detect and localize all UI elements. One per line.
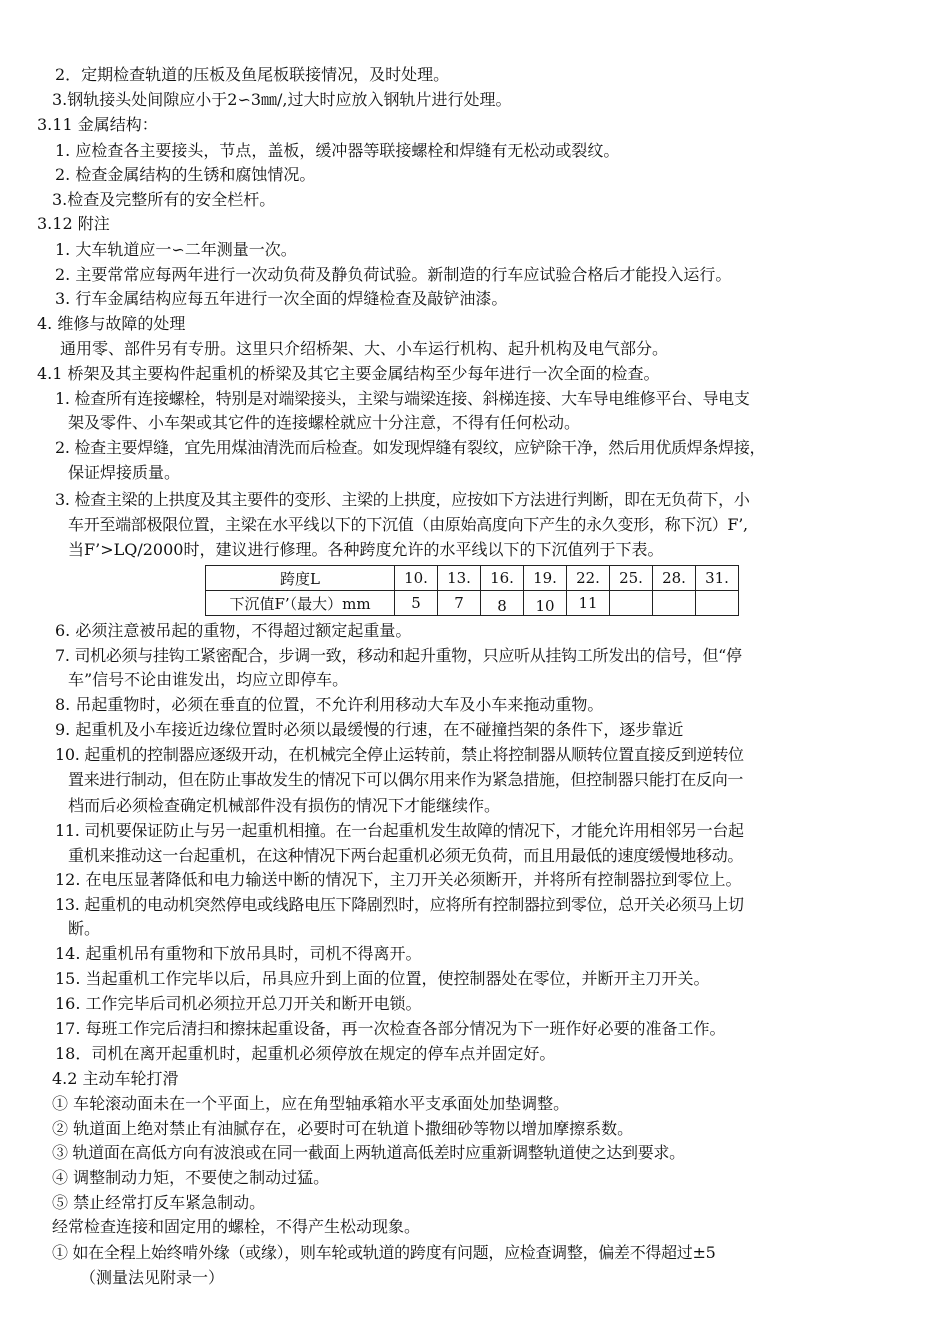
table-cell: 19. xyxy=(524,566,567,591)
text-line: 保证焊接质量。 xyxy=(68,463,181,482)
table-cell: 5 xyxy=(395,591,438,616)
table-cell: 13. xyxy=(438,566,481,591)
text-line: 3.检查及完整所有的安全栏杆。 xyxy=(52,190,276,209)
text-line: 18．司机在离开起重机时，起重机必须停放在规定的停车点并固定好。 xyxy=(55,1044,556,1063)
text-line: 车”信号不论由谁发出，均应立即停车。 xyxy=(68,670,349,689)
text-line: ④ 调整制动力矩，不要使之制动过猛。 xyxy=(52,1168,330,1187)
text-line: 经常检查连接和固定用的螺栓，不得产生松动现象。 xyxy=(52,1217,421,1236)
section-heading: 3.11 金属结构： xyxy=(37,115,158,134)
table-cell: 22. xyxy=(567,566,610,591)
text-line: 架及零件、小车架或其它件的连接螺栓就应十分注意，不得有任何松动。 xyxy=(68,413,581,432)
text-line: ③ 轨道面在高低方向有波浪或在同一截面上两轨道高低差时应重新调整轨道使之达到要求。 xyxy=(52,1143,685,1162)
table-cell: 25. xyxy=(610,566,653,591)
section-heading: 3.12 附注 xyxy=(37,214,110,233)
text-line: 通用零、部件另有专册。这里只介绍桥架、大、小车运行机构、起升机构及电气部分。 xyxy=(60,339,669,358)
text-line: ① 车轮滚动面未在一个平面上，应在角型轴承箱水平支承面处加垫调整。 xyxy=(52,1094,570,1113)
text-line: 断。 xyxy=(68,919,101,938)
table-cell: 16. xyxy=(481,566,524,591)
text-line: 1. 检查所有连接螺栓，特别是对端梁接头，主梁与端梁连接、斜梯连接、大车导电维修平台、导电支 xyxy=(55,389,750,408)
text-line: 档而后必须检查确定机械部件没有损伤的情况下才能继续作。 xyxy=(68,796,501,815)
table-cell: 31. xyxy=(696,566,739,591)
table-cell xyxy=(610,591,653,616)
deflection-table xyxy=(205,565,739,616)
table-header-cell: 跨度L xyxy=(206,566,395,591)
text-line: 2．定期检查轨道的压板及鱼尾板联接情况，及时处理。 xyxy=(55,65,450,84)
text-line: 3. 检查主梁的上拱度及其主要件的变形、主梁的上拱度，应按如下方法进行判断，即在无负荷下，小 xyxy=(55,490,750,509)
text-line: 16. 工作完毕后司机必须拉开总刀开关和断开电锁。 xyxy=(55,994,422,1013)
text-line: 3.钢轨接头处间隙应小于2∽3㎜/,过大时应放入钢轨片进行处理。 xyxy=(52,90,512,109)
text-line: 7. 司机必须与挂钩工紧密配合，步调一致，移动和起升重物，只应听从挂钩工所发出的信号，但“停 xyxy=(55,646,742,665)
text-line: 9. 起重机及小车接近边缘位置时必须以最缓慢的行速，在不碰撞挡架的条件下，逐步靠近 xyxy=(55,720,684,739)
section-heading: 4.2 主动车轮打滑 xyxy=(52,1069,179,1088)
table-cell xyxy=(653,591,696,616)
text-line: 13. 起重机的电动机突然停电或线路电压下降剧烈时，应将所有控制器拉到零位，总开关必须马上切 xyxy=(55,895,744,914)
text-line: 17. 每班工作完后清扫和擦抹起重设备，再一次检查各部分情况为下一班作好必要的准备工作。 xyxy=(55,1019,726,1038)
text-line: 15. 当起重机工作完毕以后，吊具应升到上面的位置，使控制器处在零位，并断开主刀开关。 xyxy=(55,969,710,988)
table-cell xyxy=(696,591,739,616)
table-header-cell: 下沉值F’（最大）mm xyxy=(206,591,395,616)
table-row xyxy=(206,566,739,591)
text-line: 车开至端部极限位置，主梁在水平线以下的下沉值（由原始高度向下产生的永久变形，称下沉）F’, xyxy=(68,515,748,534)
section-heading: 4.1 桥架及其主要构件起重机的桥梁及其它主要金属结构至少每年进行一次全面的检查。 xyxy=(37,364,660,383)
text-line: ① 如在全程上始终啃外缘（或缘），则车轮或轨道的跨度有问题，应检查调整，偏差不得超过±5 xyxy=(52,1243,716,1262)
table-cell: 11 xyxy=(567,591,610,616)
text-line: ② 轨道面上绝对禁止有油腻存在，必要时可在轨道卜撒细砂等物以增加摩擦系数。 xyxy=(52,1119,634,1138)
text-line: 重机来推动这一台起重机，在这种情况下两台起重机必须无负荷，而且用最低的速度缓慢地移动。 xyxy=(68,846,744,865)
text-line: 2. 主要常常应每两年进行一次动负荷及静负荷试验。新制造的行车应试验合格后才能投入运行。 xyxy=(55,265,732,284)
text-line: 1. 大车轨道应一∽二年测量一次。 xyxy=(55,240,297,259)
table-cell: 10 xyxy=(524,591,567,616)
table-row xyxy=(206,591,739,616)
text-line: 14. 起重机吊有重物和下放吊具时，司机不得离开。 xyxy=(55,944,422,963)
text-line: 当F’>LQ/2000时，建议进行修理。各种跨度允许的水平线以下的下沉值列于下表。 xyxy=(68,540,664,559)
table-cell: 28. xyxy=(653,566,696,591)
text-line: 10. 起重机的控制器应逐级开动，在机械完全停止运转前，禁止将控制器从顺转位置直接反到逆转位 xyxy=(55,745,744,764)
text-line: ⑤ 禁止经常打反车紧急制动。 xyxy=(52,1193,266,1212)
text-line: 8. 吊起重物时，必须在垂直的位置，不允许利用移动大车及小车来拖动重物。 xyxy=(55,695,604,714)
table-cell: 10. xyxy=(395,566,438,591)
text-line: （测量法见附录一） xyxy=(80,1268,225,1287)
text-line: 1. 应检查各主要接头，节点，盖板，缓冲器等联接螺栓和焊缝有无松动或裂纹。 xyxy=(55,141,620,160)
text-line: 置来进行制动，但在防止事故发生的情况下可以偶尔用来作为紧急措施，但控制器只能打在反向一 xyxy=(68,770,744,789)
text-line: 12. 在电压显著降低和电力输送中断的情况下，主刀开关必须断开，并将所有控制器拉到零位上。 xyxy=(55,870,742,889)
text-line: 11. 司机要保证防止与另一起重机相撞。在一台起重机发生故障的情况下，才能允许用相邻另一台起 xyxy=(55,821,744,840)
table-cell: 8 xyxy=(481,591,524,616)
section-heading: 4. 维修与故障的处理 xyxy=(37,314,186,333)
text-line: 2. 检查主要焊缝，宜先用煤油清洗而后检查。如发现焊缝有裂纹，应铲除干净，然后用优质焊条焊接， xyxy=(55,438,766,457)
text-line: 2. 检查金属结构的生锈和腐蚀情况。 xyxy=(55,165,316,184)
text-line: 3. 行车金属结构应每五年进行一次全面的焊缝检查及敲铲油漆。 xyxy=(55,289,508,308)
text-line: 6. 必须注意被吊起的重物，不得超过额定起重量。 xyxy=(55,621,412,640)
table-cell: 7 xyxy=(438,591,481,616)
